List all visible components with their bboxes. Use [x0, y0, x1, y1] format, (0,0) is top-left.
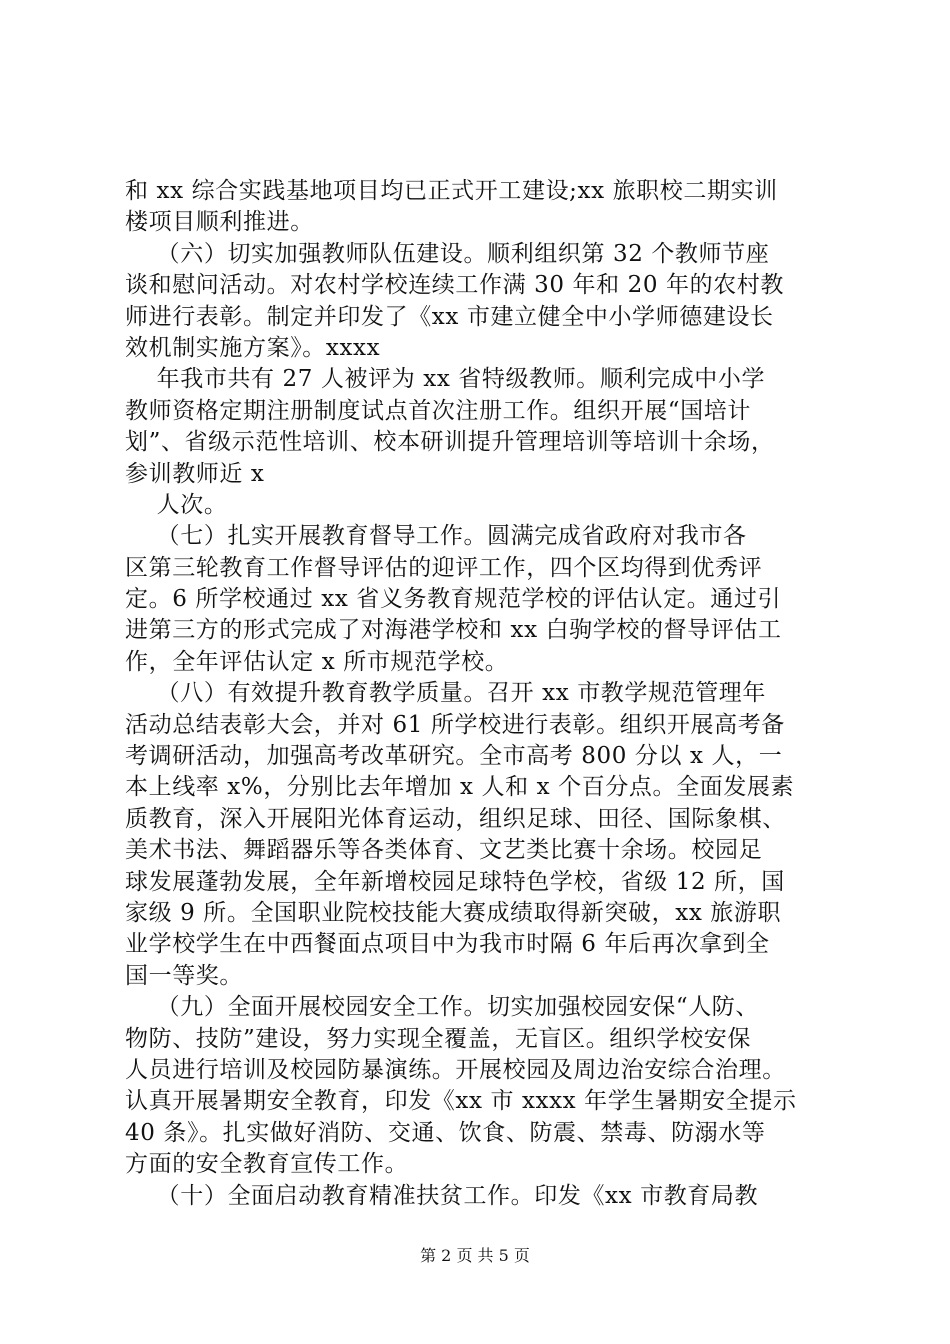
text-line: 方面的安全教育宣传工作。: [125, 1151, 409, 1178]
text-line: 区第三轮教育工作督导评估的迎评工作，四个区均得到优秀评: [125, 554, 763, 581]
text-line: 效机制实施方案》。xxxx: [125, 334, 381, 361]
text-line: 活动总结表彰大会，并对 61 所学校进行表彰。组织开展高考备: [125, 711, 785, 738]
text-line: 师进行表彰。制定并印发了《xx 市建立健全中小学师德建设长: [125, 303, 774, 330]
text-line: 定。6 所学校通过 xx 省义务教育规范学校的评估认定。通过引: [125, 586, 782, 613]
text-line: （九）全面开展校园安全工作。切实加强校园安保“人防、: [125, 994, 760, 1021]
text-line: 美术书法、舞蹈器乐等各类体育、文艺类比赛十余场。校园足: [125, 837, 763, 864]
text-line: 划”、省级示范性培训、校本研训提升管理培训等培训十余场，: [125, 429, 775, 456]
text-line: 本上线率 x%，分别比去年增加 x 人和 x 个百分点。全面发展素: [125, 774, 795, 801]
text-line: （七）扎实开展教育督导工作。圆满完成省政府对我市各: [125, 523, 747, 550]
text-line: 人员进行培训及校园防暴演练。开展校园及周边治安综合治理。: [125, 1056, 786, 1083]
text-line: 年我市共有 27 人被评为 xx 省特级教师。顺利完成中小学: [125, 366, 766, 393]
text-line: 认真开展暑期安全教育，印发《xx 市 xxxx 年学生暑期安全提示: [125, 1088, 797, 1115]
text-line: （六）切实加强教师队伍建设。顺利组织第 32 个教师节座: [125, 240, 770, 267]
text-line: 参训教师近 x: [125, 460, 265, 487]
page-number: 第 2 页 共 5 页: [420, 1246, 530, 1265]
text-line: 40 条》。扎实做好消防、交通、饮食、防震、禁毒、防溺水等: [125, 1119, 766, 1146]
text-line: 家级 9 所。全国职业院校技能大赛成绩取得新突破，xx 旅游职: [125, 899, 782, 926]
document-body: [125, 176, 837, 1212]
text-line: 质教育，深入开展阳光体育运动，组织足球、田径、国际象棋、: [125, 805, 786, 832]
text-line: 业学校学生在中西餐面点项目中为我市时隔 6 年后再次拿到全: [125, 931, 770, 958]
text-line: 球发展蓬勃发展，全年新增校园足球特色学校，省级 12 所，国: [125, 868, 785, 895]
text-line: 考调研活动，加强高考改革研究。全市高考 800 分以 x 人，一: [125, 743, 783, 770]
text-line: 谈和慰问活动。对农村学校连续工作满 30 年和 20 年的农村教: [125, 272, 784, 299]
text-line: 国一等奖。: [125, 962, 243, 989]
text-line: 物防、技防”建设，努力实现全覆盖，无盲区。组织学校安保: [125, 1025, 751, 1052]
text-line: 楼项目顺利推进。: [125, 209, 314, 236]
text-line: （十）全面启动教育精准扶贫工作。印发《xx 市教育局教: [125, 1182, 759, 1209]
text-line: 作，全年评估认定 x 所市规范学校。: [125, 648, 509, 675]
text-line: 人次。: [125, 491, 228, 518]
text-line: 进第三方的形式完成了对海港学校和 xx 白驹学校的督导评估工: [125, 617, 782, 644]
text-line: 教师资格定期注册制度试点首次注册工作。组织开展“国培计: [125, 397, 751, 424]
text-line: （八）有效提升教育教学质量。召开 xx 市教学规范管理年: [125, 680, 767, 707]
text-line: 和 xx 综合实践基地项目均已正式开工建设;xx 旅职校二期实训: [125, 178, 778, 204]
